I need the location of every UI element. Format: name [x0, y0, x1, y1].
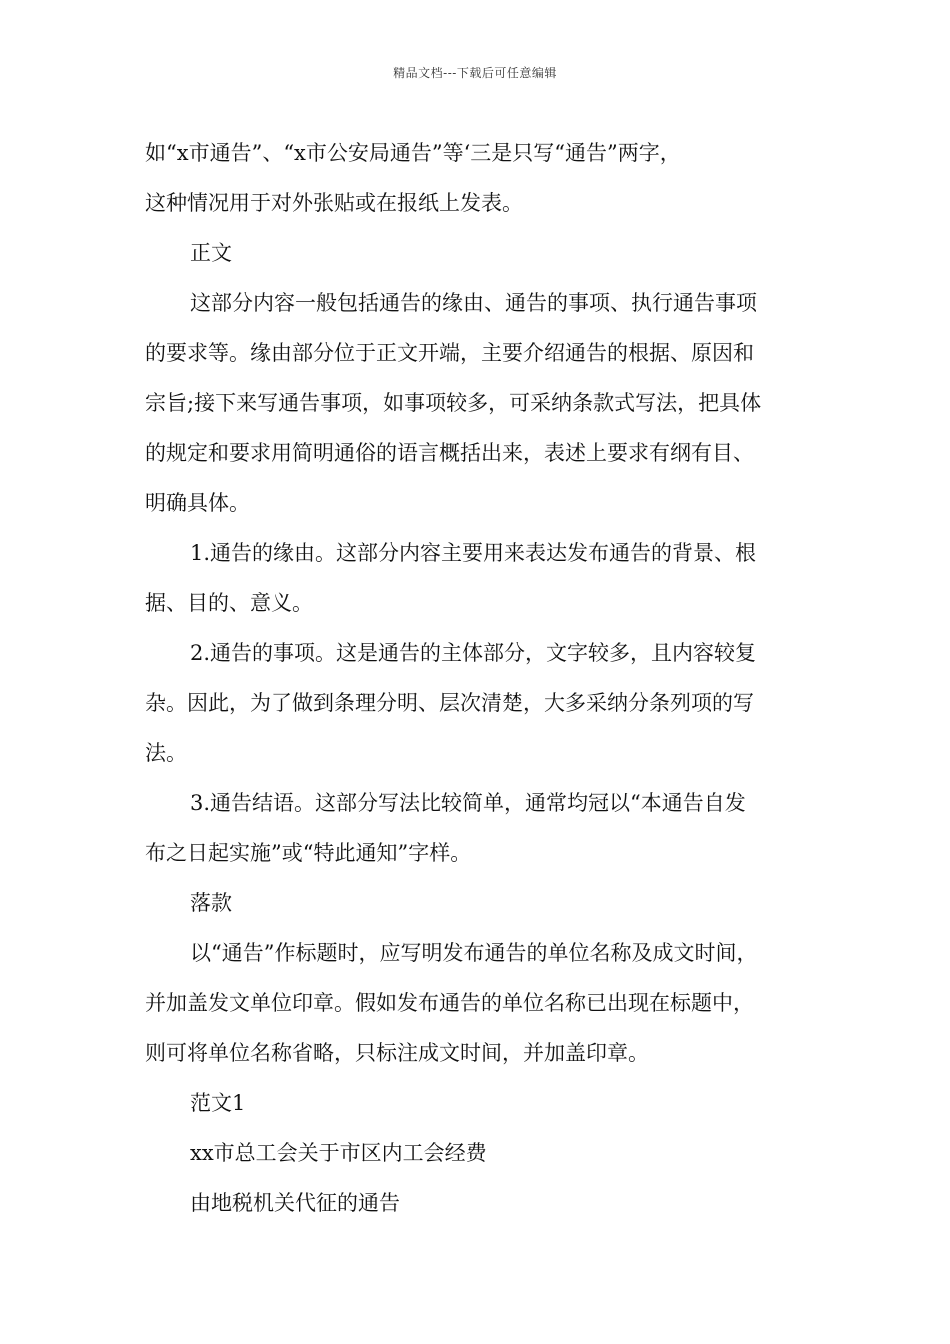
- text-line: 宗旨;接下来写通告事项，如事项较多，可采纳条款式写法，把具体: [145, 391, 762, 415]
- text-line: 这部分内容一般包括通告的缘由、通告的事项、执行通告事项: [190, 291, 757, 315]
- text-line: 明确具体。: [145, 491, 250, 515]
- text-line: 1.通告的缘由。这部分内容主要用来表达发布通告的背景、根: [190, 541, 757, 565]
- text-line: 布之日起实施”或“特此通知”字样。: [145, 841, 472, 865]
- text-line: 的要求等。缘由部分位于正文开端，主要介绍通告的根据、原因和: [145, 341, 754, 365]
- document-body: [145, 128, 845, 1228]
- text-line: 这种情况用于对外张贴或在报纸上发表。: [145, 191, 523, 215]
- text-line: 3.通告结语。这部分写法比较简单，通常均冠以“本通告自发: [190, 791, 746, 815]
- text-line: 以“通告”作标题时，应写明发布通告的单位名称及成文时间，: [190, 941, 758, 965]
- text-line: xx市总工会关于市区内工会经费: [190, 1141, 487, 1165]
- text-line: 正文: [190, 241, 232, 265]
- text-line: 杂。因此，为了做到条理分明、层次清楚，大多采纳分条列项的写: [145, 691, 754, 715]
- text-line: 的规定和要求用简明通俗的语言概括出来，表述上要求有纲有目、: [145, 441, 754, 465]
- page-header: 精品文档---下载后可任意编辑: [393, 66, 557, 80]
- text-line: 由地税机关代征的通告: [190, 1191, 400, 1215]
- text-line: 并加盖发文单位印章。假如发布通告的单位名称已出现在标题中，: [145, 991, 754, 1015]
- text-line: 法。: [145, 741, 187, 765]
- text-line: 据、目的、意义。: [145, 591, 313, 615]
- text-line: 如“x市通告”、“x市公安局通告”等‘三是只写“通告”两字，: [145, 141, 681, 165]
- text-line: 2.通告的事项。这是通告的主体部分，文字较多，且内容较复: [190, 641, 757, 665]
- text-line: 落款: [190, 891, 232, 915]
- text-line: 范文1: [190, 1091, 246, 1115]
- text-line: 则可将单位名称省略，只标注成文时间，并加盖印章。: [145, 1041, 649, 1065]
